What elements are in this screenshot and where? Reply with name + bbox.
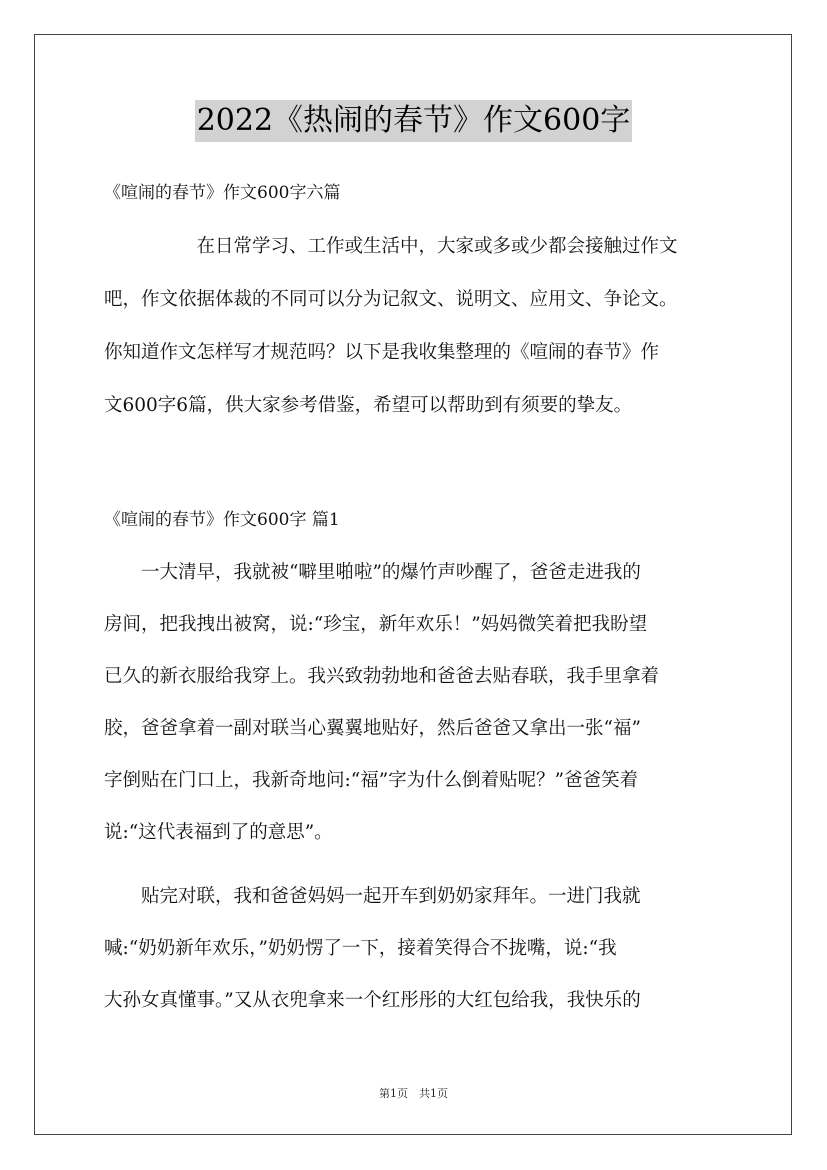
intro-paragraph	[104, 236, 724, 448]
paragraph-line: 贴完对联，我和爸爸妈妈一起开车到奶奶家拜年。一进门我就	[104, 886, 641, 907]
paragraph-line: 大孙女真懂事。”又从衣兜拿来一个红彤彤的大红包给我，我快乐的	[104, 990, 641, 1011]
paragraph-2	[104, 886, 724, 1042]
page-footer: 第1页 共1页	[379, 1087, 448, 1100]
title-container	[0, 100, 827, 142]
paragraph-line: 一大清早，我就被“噼里啪啦”的爆竹声吵醒了，爸爸走进我的	[104, 562, 641, 583]
document-subtitle: 《喧闹的春节》作文600字六篇	[104, 183, 341, 203]
paragraph-line: 已久的新衣服给我穿上。我兴致勃勃地和爸爸去贴春联，我手里拿着	[104, 666, 660, 687]
paragraph-line: 喊:“奶奶新年欢乐，”奶奶愣了一下，接着笑得合不拢嘴，说:“我	[104, 938, 617, 959]
intro-line: 在日常学习、工作或生活中，大家或多或少都会接触过作文	[104, 236, 678, 257]
document-title: 2022《热闹的春节》作文600字	[195, 100, 633, 142]
paragraph-line: 字倒贴在门口上，我新奇地问:“福”字为什么倒着贴呢？”爸爸笑着	[104, 770, 639, 791]
intro-line: 文600字6篇，供大家参考借鉴，希望可以帮助到有须要的挚友。	[104, 395, 633, 416]
paragraph-line: 房间，把我拽出被窝，说:“珍宝，新年欢乐！”妈妈微笑着把我盼望	[104, 614, 648, 635]
section-title: 《喧闹的春节》作文600字 篇1	[104, 510, 340, 530]
paragraph-line: 说:“这代表福到了的意思”。	[104, 822, 333, 843]
intro-line: 吧，作文依据体裁的不同可以分为记叙文、说明文、应用文、争论文。	[104, 289, 678, 310]
paragraph-line: 胶，爸爸拿着一副对联当心翼翼地贴好，然后爸爸又拿出一张“福”	[104, 718, 641, 739]
intro-line: 你知道作文怎样写才规范吗？以下是我收集整理的《喧闹的春节》作	[104, 342, 660, 363]
paragraph-1	[104, 562, 724, 874]
